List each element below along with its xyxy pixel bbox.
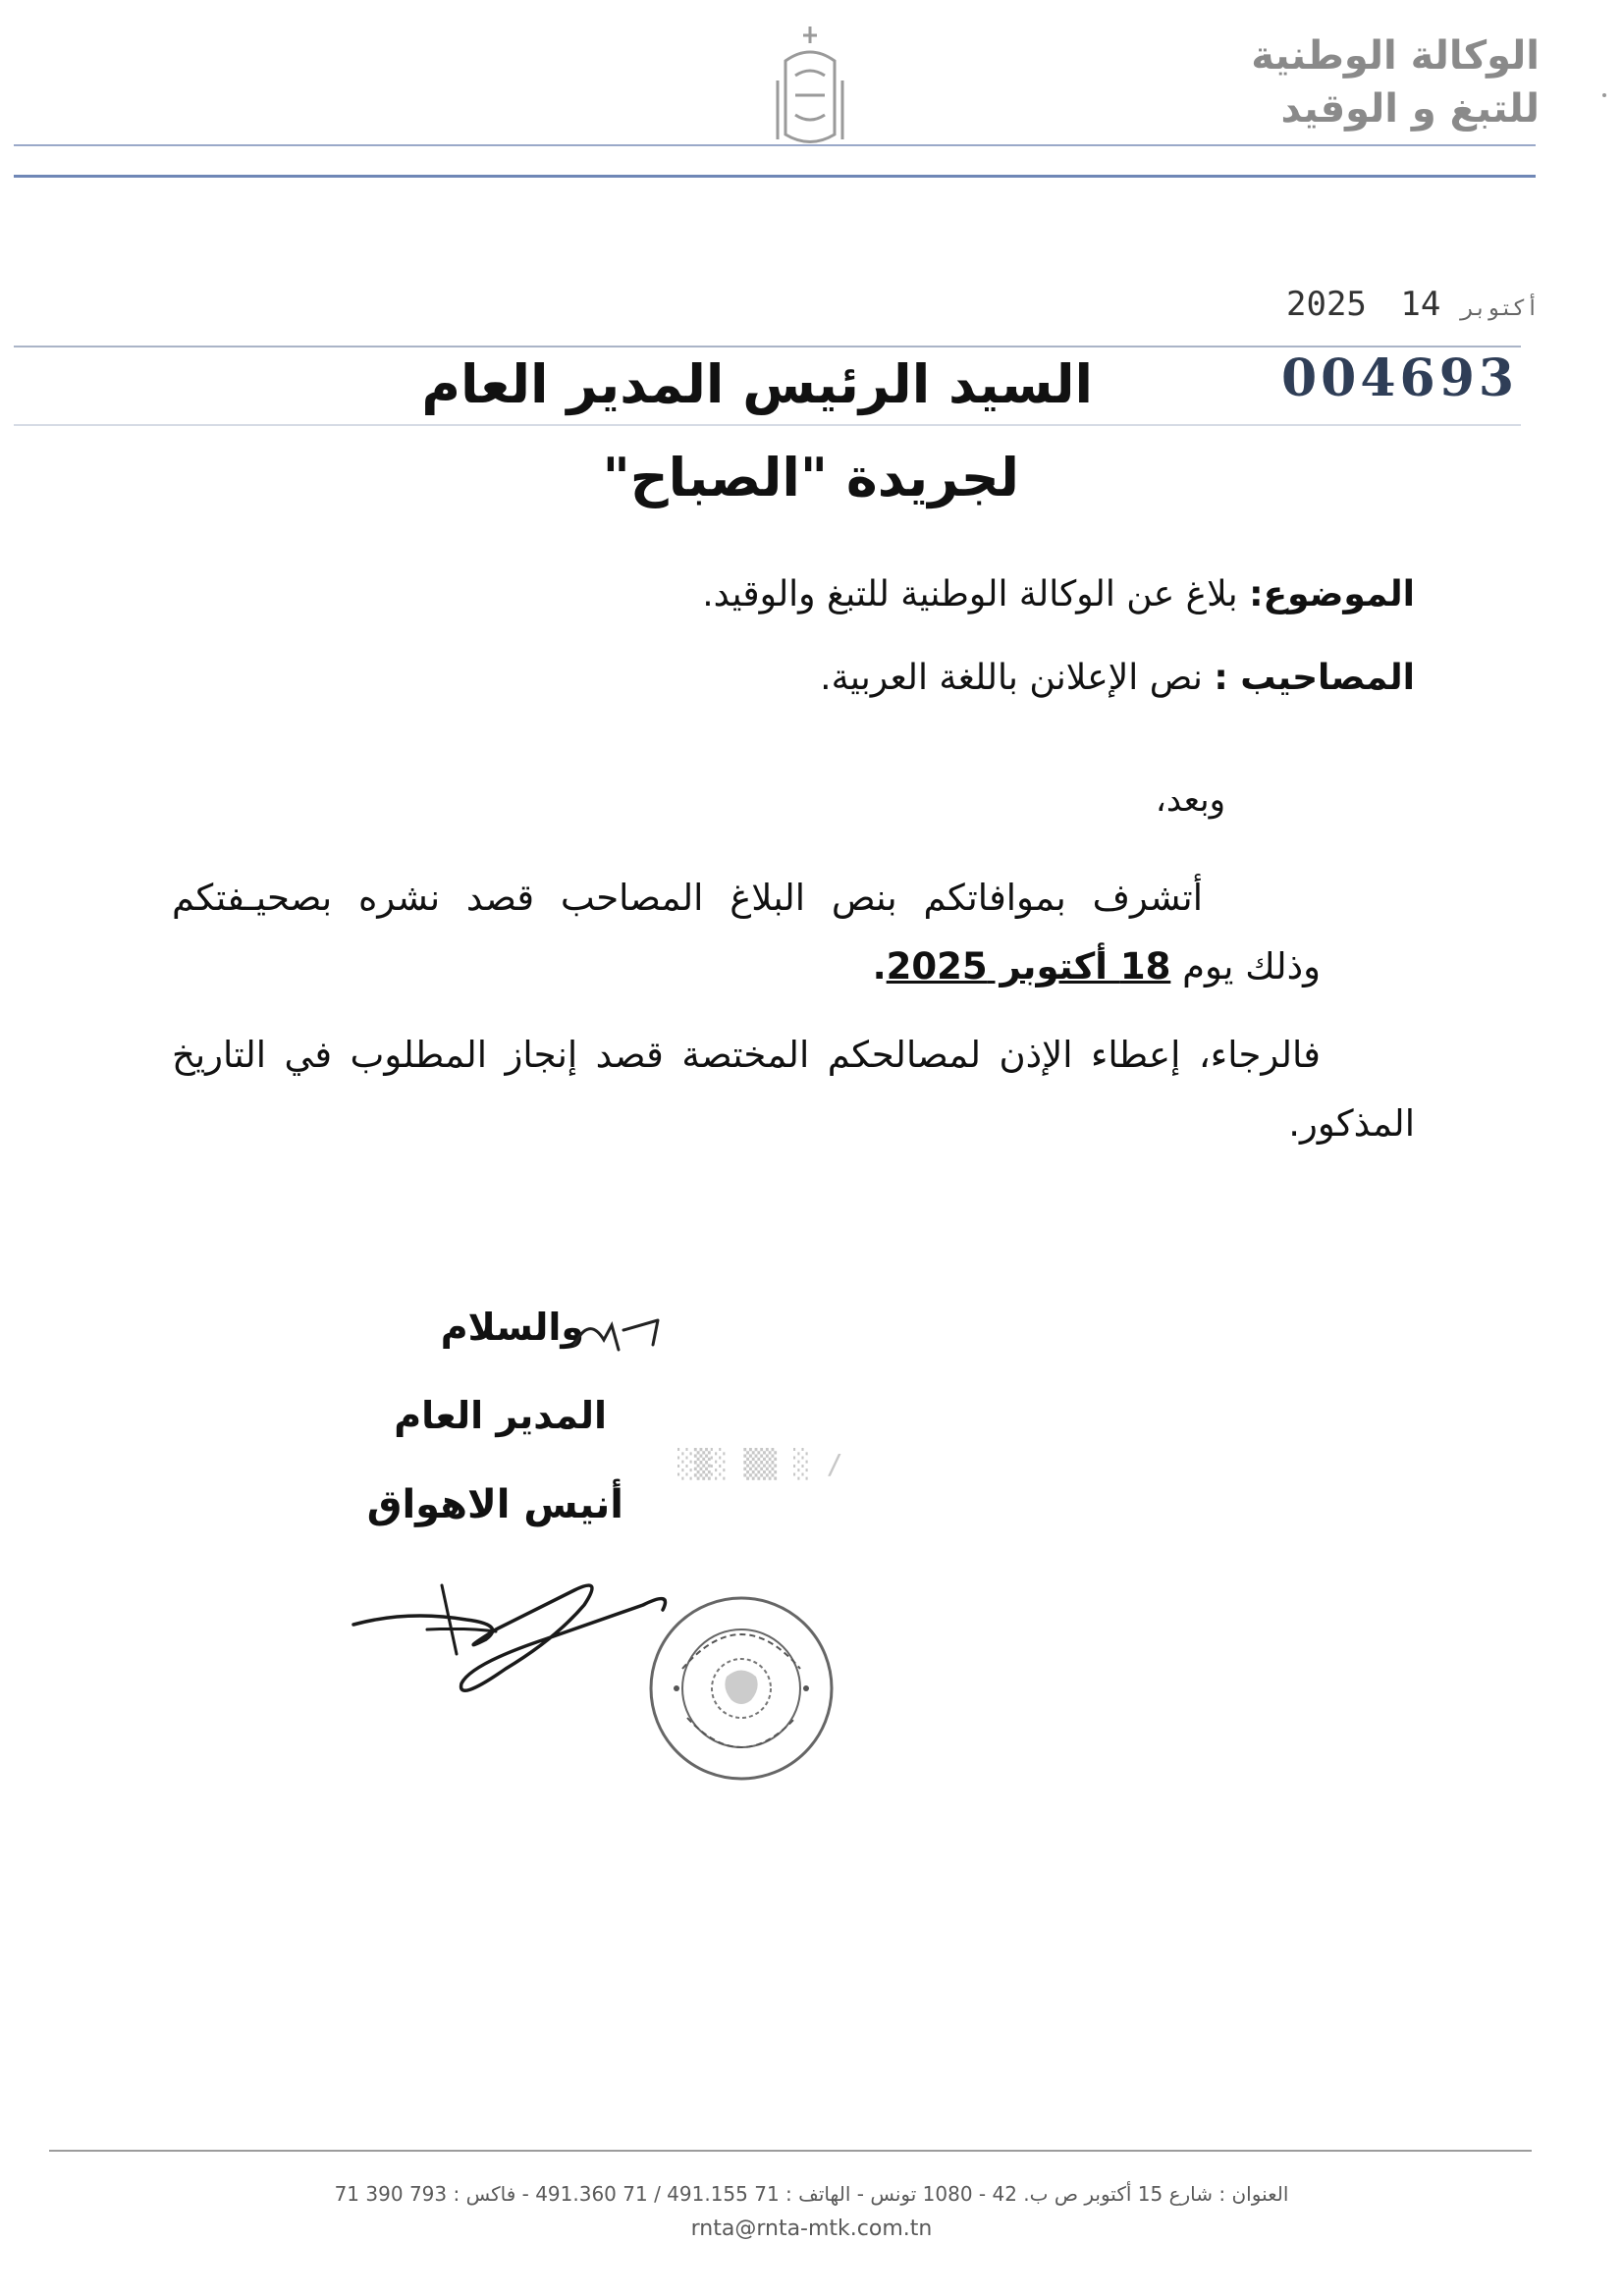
recipient-top-rule <box>14 346 1521 347</box>
paragraph-1-line-2 <box>873 937 1321 996</box>
reference-date-stamp <box>1286 285 1539 324</box>
recipient-bottom-rule <box>14 424 1521 426</box>
header-divider-thin <box>14 144 1536 146</box>
recipient-title: السيد الرئيس المدير العام <box>421 353 1093 415</box>
footer-email: rnta@rnta-mtk.com.tn <box>690 2216 933 2241</box>
header-divider <box>14 175 1536 178</box>
handwritten-initials <box>565 1306 673 1364</box>
publication-date: 18 أكتوبر 2025 <box>886 945 1171 988</box>
subject-line <box>702 574 1415 614</box>
reference-day: 14 <box>1400 285 1441 324</box>
paragraph-1-prefix: وذلك يوم <box>1182 945 1321 988</box>
official-seal <box>643 1590 839 1787</box>
attachment-text: نص الإعلانن باللغة العربية. <box>820 658 1203 698</box>
attachment-line <box>820 658 1415 698</box>
attachment-label: المصاحيب : <box>1214 658 1415 698</box>
salutation: وبعد، <box>1155 780 1225 820</box>
faint-stamp-mark: ░▒░ ▒▒ ░ / <box>677 1448 843 1480</box>
footer-divider <box>49 2150 1532 2152</box>
reference-month: أكتوبر <box>1460 296 1540 321</box>
signatory-name: أنيس الاهواق <box>366 1482 623 1527</box>
subject-label: الموضوع: <box>1249 574 1415 614</box>
subject-text: بلاغ عن الوكالة الوطنية للتبغ والوقيد. <box>702 574 1238 614</box>
signatory-title: المدير العام <box>394 1394 607 1437</box>
closing-greeting: والسلام <box>440 1306 584 1349</box>
org-name-line1: الوكالة الوطنية <box>1251 33 1540 79</box>
scan-speck <box>1602 93 1606 97</box>
organization-name <box>1127 29 1540 135</box>
signature <box>349 1571 682 1708</box>
reference-number: 004693 <box>1281 348 1519 408</box>
reference-year: 2025 <box>1286 285 1367 324</box>
paragraph-2-line-2: المذكور. <box>1288 1102 1415 1145</box>
paragraph-2-line-1: فالرجاء، إعطاء الإذن لمصالحكم المختصة قصد إنجاز المطلوب في التاريخ <box>172 1034 1321 1076</box>
org-name-line2: للتبغ و الوقيد <box>1280 86 1540 132</box>
recipient-newspaper: لجريدة "الصباح" <box>602 447 1019 508</box>
paragraph-1-line-1: أتشرف بموافاتكم بنص البلاغ المصاحب قصد نشره بصحيـفتكم <box>172 877 1203 919</box>
organization-logo <box>756 22 864 159</box>
paragraph-1-suffix: . <box>872 945 887 988</box>
footer-address: العنوان : شارع 15 أكتوبر ص ب. 42 - 1080 تونس - الهاتف : 71 491.155 / 71 491.360 - فاكس : 793 390 71 <box>334 2182 1289 2206</box>
